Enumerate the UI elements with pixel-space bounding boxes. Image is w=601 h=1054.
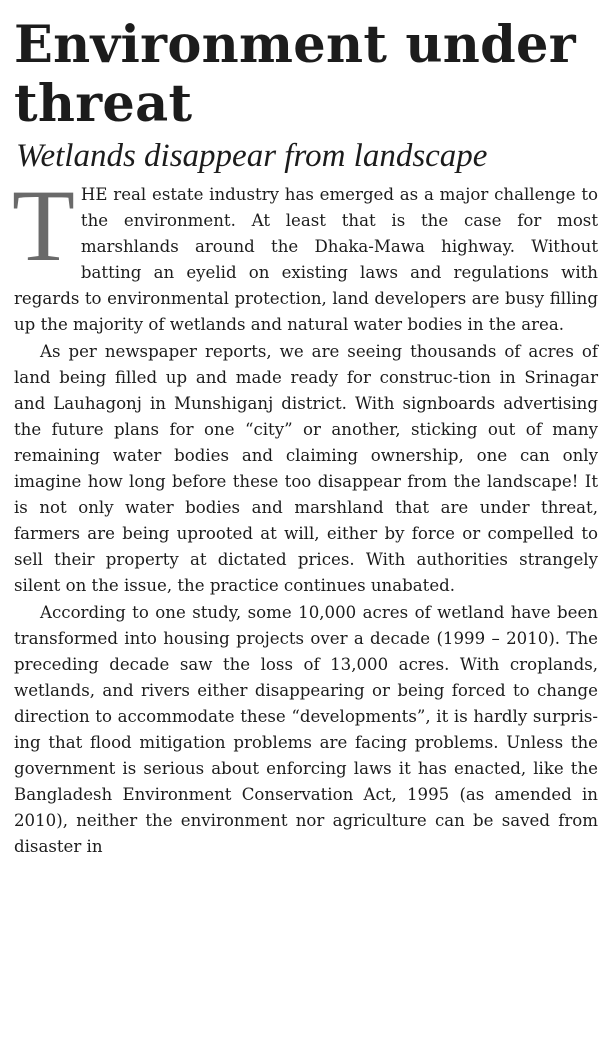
paragraph-2: As per newspaper reports, we are seeing thousands of acres of land being filled up and made ready for construc-tion in Srinagar and Lauhagonj in Munshiganj district. With signboards advertising the future plans for one “city” or another, sticking out of many remaining water bodies and claiming ownership, one can only imagine how long before these too disappear from the landscape! It is not only water bodies and marshland that are under threat, farmers are being uprooted at will, either by force or compelled to sell their property at dictated prices. With authorities strangely silent on the issue, the practice continues unabated.	[14, 341, 598, 596]
paragraph-3: According to one study, some 10,000 acres of wetland have been transformed into housing projects over a decade (1999 – 2010). The preceding decade saw the loss of 13,000 acres. With croplands, wetlands, and rivers either disappearing or being forced to change direction to accommodate these “developments”, it is hardly surpris-ing that flood mitigation problems are facing problems. Unless the government is serious about enforcing laws it has enacted, like the Bangladesh Environment Conservation Act, 1995 (as amended in 2010), neither the environment nor agriculture can be saved from disaster in	[14, 602, 598, 857]
subheadline: Wetlands disappear from landscape	[16, 138, 488, 174]
paragraph-1	[12, 169, 598, 339]
article-body	[12, 169, 598, 860]
paragraph-1-text: HE real estate industry has emerged as a major challenge to the environment. At least that is the case for most marshlands around the Dhaka-Mawa highway. Without batting an eyelid on existing laws and regulations with regards to environmental protection, land developers are busy filling up the majority of wetlands and natural water bodies in the area.	[14, 185, 598, 335]
article	[14, 16, 598, 860]
headline: Environment under threat	[14, 15, 576, 134]
drop-cap: T	[12, 169, 75, 283]
